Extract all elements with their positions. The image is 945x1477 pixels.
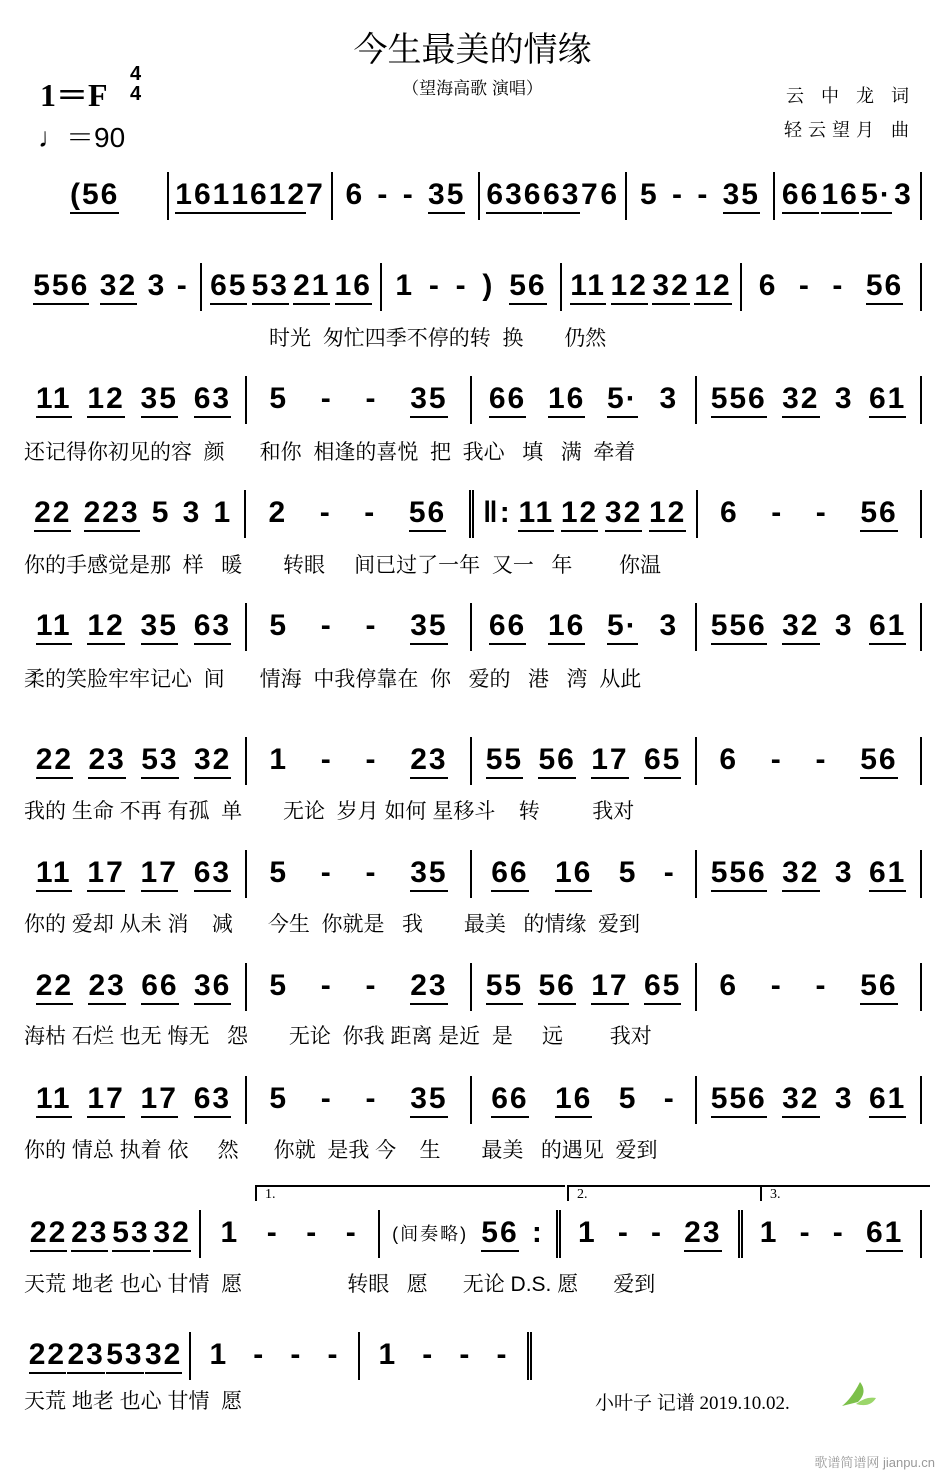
note-group: 32 — [782, 856, 819, 892]
note-group: - — [320, 1082, 333, 1115]
notation-row — [22, 172, 922, 220]
note-group: ) — [482, 269, 495, 302]
note-group: 23 — [410, 743, 447, 779]
note-group: 1 — [269, 743, 289, 776]
note-group: 5 — [640, 178, 659, 211]
lyrics-line: 你的 情总 执着 依 然 你就 是我 今 生 最美 的遇见 爱到 — [24, 1139, 658, 1162]
note-group: - — [345, 1216, 358, 1249]
note-group: 53 — [252, 269, 289, 305]
measure — [22, 737, 247, 785]
note-group: 5· — [607, 382, 638, 418]
note-group: - — [770, 969, 783, 1002]
note-group: - — [365, 969, 378, 1002]
note-group: 36 — [194, 969, 231, 1005]
note-group: 3 — [659, 609, 679, 642]
volta-2: 2. — [567, 1185, 762, 1201]
note-group: 56 — [860, 969, 897, 1005]
measure — [382, 263, 562, 311]
measure — [247, 737, 472, 785]
measure — [22, 263, 202, 311]
lyrics-line: 海枯 石烂 也无 悔无 怨 无论 你我 距离 是近 是 远 我对 — [24, 1025, 652, 1048]
note-group: - — [253, 1338, 266, 1371]
measure — [191, 1332, 360, 1380]
note-group: 66 — [489, 609, 526, 645]
note-group: 6 — [719, 743, 739, 776]
note-group: - — [815, 969, 828, 1002]
note-group: 35 — [410, 1082, 447, 1118]
note-group: 6 — [720, 496, 739, 529]
measure — [333, 172, 480, 220]
note-group: 23 — [410, 969, 447, 1005]
note-group: 21 — [293, 269, 330, 305]
note-group: 35 — [410, 856, 447, 892]
note-group: 1 — [220, 1216, 240, 1249]
note-group: 5 — [269, 969, 289, 1002]
note-group: 5· — [607, 609, 638, 645]
note-group: 61 — [866, 1216, 903, 1252]
lyrics-line: 天荒 地老 也心 甘情 愿 — [24, 1390, 243, 1413]
measure — [697, 1076, 922, 1124]
measure — [22, 490, 246, 538]
note-group: 16 — [548, 382, 585, 418]
note-group: 61 — [869, 382, 906, 418]
note-group: 5 — [618, 1082, 638, 1115]
song-title: 今生最美的情缘 — [353, 31, 592, 69]
note-group: 63 — [194, 856, 231, 892]
note-group: 23 — [88, 969, 125, 1005]
note-group: 23 — [88, 743, 125, 779]
measure — [472, 376, 697, 424]
note-group: 56 — [866, 269, 903, 305]
note-group: 35 — [141, 382, 178, 418]
note-group: 32 — [145, 1338, 182, 1374]
notation-row — [22, 376, 922, 424]
note-group: 5 — [269, 1082, 289, 1115]
note-group: - — [496, 1338, 509, 1371]
measure — [169, 172, 333, 220]
note-group: 35 — [723, 178, 760, 214]
lyrics-line: 我的 生命 不再 有孤 单 无论 岁月 如何 星移斗 转 我对 — [24, 800, 635, 823]
time-signature — [130, 64, 141, 104]
note-group: 6 — [719, 969, 739, 1002]
volta-1: 1. — [255, 1185, 565, 1201]
note-group: 17 — [87, 1082, 124, 1118]
note-group: 16 — [821, 178, 858, 214]
note-group: ‖: — [482, 496, 512, 529]
note-group: 7 — [306, 178, 325, 211]
note-group: 56 — [538, 743, 575, 779]
note-group: 53 — [106, 1338, 143, 1374]
note-group: - — [672, 178, 685, 211]
note-group: 35 — [141, 609, 178, 645]
measure — [22, 603, 247, 651]
volta-3: 3. — [760, 1185, 930, 1201]
note-group: 32 — [652, 269, 689, 305]
note-group: 23 — [67, 1338, 104, 1374]
measure — [472, 737, 697, 785]
note-group: - — [402, 178, 415, 211]
notation-row — [22, 490, 922, 538]
note-group: 16 — [548, 609, 585, 645]
notation-row — [22, 737, 922, 785]
note-group: 56 — [509, 269, 546, 305]
measure — [697, 850, 922, 898]
note-group: - — [815, 496, 828, 529]
measure — [22, 376, 247, 424]
measure — [247, 376, 472, 424]
note-group: 65 — [644, 969, 681, 1005]
note-group: 23 — [684, 1216, 721, 1252]
note-group: 63 — [194, 1082, 231, 1118]
measure — [247, 850, 472, 898]
note-group: - — [832, 269, 845, 302]
note-group: 61 — [869, 856, 906, 892]
lyrics-line: 天荒 地老 也心 甘情 愿 转眼 愿 无论 D.S. 愿 爱到 — [24, 1273, 656, 1296]
note-group: 56 — [409, 496, 446, 532]
note-group: 5 — [269, 609, 289, 642]
note-group: 66 — [491, 856, 528, 892]
note-group: - — [320, 382, 333, 415]
note-group: - — [365, 1082, 378, 1115]
note-group: - — [799, 1216, 812, 1249]
measure — [561, 1210, 743, 1258]
note-group: 556 — [711, 382, 767, 418]
note-group: 3 — [834, 1082, 854, 1115]
note-group: 35 — [410, 609, 447, 645]
note-group: 22 — [34, 496, 71, 532]
note-group: 63 — [543, 178, 580, 214]
measure — [247, 963, 472, 1011]
note-group: 11 — [36, 856, 72, 892]
note-group: 2 — [268, 496, 288, 529]
tempo-marking: ♩＝90 — [38, 122, 126, 153]
measure — [697, 603, 922, 651]
measure — [472, 1076, 697, 1124]
note-group: - — [320, 856, 333, 889]
note-group: 56 — [860, 743, 897, 779]
measure — [474, 490, 698, 538]
note-group: 5· — [861, 178, 892, 214]
note-group: 56 — [481, 1216, 518, 1252]
time-signature-bottom: 4 — [130, 83, 142, 105]
note-group: - — [832, 1216, 845, 1249]
note-group: - — [320, 969, 333, 1002]
note-group: 53 — [112, 1216, 149, 1252]
note-group: 66 — [489, 382, 526, 418]
measure — [697, 737, 922, 785]
note-group: - — [771, 496, 784, 529]
note-group: 12 — [649, 496, 686, 532]
measure — [697, 376, 922, 424]
measure — [743, 1210, 922, 1258]
measure — [698, 490, 922, 538]
measure — [201, 1210, 380, 1258]
note-group: - — [320, 743, 333, 776]
note-group: 22 — [30, 1216, 67, 1252]
note-group: 1 — [759, 1216, 779, 1249]
note-group: 5 — [269, 856, 289, 889]
note-group: 3 — [834, 856, 854, 889]
note-group: 12 — [694, 269, 731, 305]
note-group: 35 — [410, 382, 447, 418]
key-signature: 1＝F — [40, 77, 108, 113]
note-group: (56 — [70, 178, 119, 214]
measure — [247, 603, 472, 651]
note-group: 11 — [570, 269, 606, 305]
note-group: 56 — [860, 496, 897, 532]
note-group: - — [651, 1216, 663, 1249]
note-group: - — [770, 743, 783, 776]
note-group: - — [365, 743, 378, 776]
note-group: 556 — [33, 269, 89, 305]
transcriber-credit: 小叶子 记谱 2019.10.02. — [595, 1393, 790, 1414]
measure — [22, 1076, 247, 1124]
note-group: 16 — [231, 178, 268, 214]
notation-row — [22, 603, 922, 651]
note-group: - — [815, 743, 828, 776]
note-group: - — [428, 269, 441, 302]
note-group: 23 — [71, 1216, 108, 1252]
note-group: 32 — [605, 496, 642, 532]
note-group: - — [377, 178, 390, 211]
note-group: - — [319, 496, 332, 529]
lyrics-line: 时光 匆忙四季不停的转 换 仍然 — [24, 327, 607, 350]
note-group: - — [365, 609, 378, 642]
note-group: 7 — [581, 178, 600, 211]
note-group: 1 — [209, 1338, 229, 1371]
note-group: 1 — [213, 496, 233, 529]
measure — [247, 1076, 472, 1124]
note-group: 11 — [36, 609, 72, 645]
measure — [627, 172, 774, 220]
note-group: 3 — [659, 382, 679, 415]
note-group: 6 — [600, 178, 620, 211]
note-group: 32 — [100, 269, 137, 305]
note-group: 1 — [395, 269, 415, 302]
measure — [472, 963, 697, 1011]
note-group: 17 — [591, 969, 628, 1005]
note-group: 3 — [147, 269, 167, 302]
note-group: 556 — [711, 609, 767, 645]
note-group: 16 — [335, 269, 372, 305]
note-group: 3 — [182, 496, 202, 529]
note-group: - — [176, 269, 189, 302]
lyrics-line: 还记得你初见的容 颜 和你 相逢的喜悦 把 我心 填 满 牵着 — [24, 441, 636, 464]
notation-row — [22, 1210, 922, 1258]
note-group: 556 — [711, 1082, 767, 1118]
note-group: 65 — [210, 269, 247, 305]
note-group: - — [798, 269, 811, 302]
note-group: 11 — [36, 1082, 72, 1118]
measure — [202, 263, 382, 311]
note-group: 12 — [87, 382, 124, 418]
notation-row — [22, 1076, 922, 1124]
lyrics-line: 你的 爱却 从未 消 减 今生 你就是 我 最美 的情缘 爱到 — [24, 913, 641, 936]
note-group: 6 — [345, 178, 365, 211]
note-group: - — [266, 1216, 279, 1249]
lyrics-line: 你的手感觉是那 样 暖 转眼 间已过了一年 又一 年 你温 — [24, 554, 662, 577]
measure — [697, 963, 922, 1011]
note-group: - — [663, 1082, 676, 1115]
notation-row — [22, 850, 922, 898]
watermark: 歌谱简谱网 jianpu.cn — [814, 1455, 935, 1470]
lyricist-credit: 云 中 龙 词 — [785, 86, 915, 106]
note-group: 12 — [87, 609, 124, 645]
note-group: 161 — [175, 178, 231, 214]
note-group: 11 — [36, 382, 72, 418]
measure — [360, 1332, 532, 1380]
composer-credit: 轻云望月 曲 — [783, 120, 915, 140]
note-group: 61 — [869, 609, 906, 645]
notation-row — [22, 263, 922, 311]
note-group: 22 — [36, 743, 73, 779]
note-group: 17 — [141, 856, 178, 892]
measure — [246, 490, 473, 538]
note-group: 56 — [538, 969, 575, 1005]
notation-row — [22, 963, 922, 1011]
note-group: - — [459, 1338, 472, 1371]
note-group: - — [365, 856, 378, 889]
note-group: 63 — [194, 609, 231, 645]
note-group: 1 — [577, 1216, 597, 1249]
note-group: 32 — [782, 1082, 819, 1118]
note-group: 5 — [618, 856, 638, 889]
leaf-icon — [838, 1376, 878, 1408]
measure — [562, 263, 742, 311]
note-group: 556 — [711, 856, 767, 892]
note-group: - — [290, 1338, 303, 1371]
note-group: 32 — [153, 1216, 190, 1252]
note-group: - — [365, 382, 378, 415]
note-group: 1 — [378, 1338, 398, 1371]
note-group: - — [364, 496, 377, 529]
note-group: 12 — [611, 269, 648, 305]
lyrics-line: 柔的笑脸牢牢记心 间 情海 中我停靠在 你 爱的 港 湾 从此 — [24, 668, 642, 691]
note-group: : — [531, 1216, 544, 1249]
note-group: 12 — [561, 496, 598, 532]
note-group: 65 — [644, 743, 681, 779]
note-group: 53 — [141, 743, 178, 779]
note-group: 22 — [36, 969, 73, 1005]
measure — [22, 172, 169, 220]
note-group: 66 — [782, 178, 819, 214]
measure — [472, 603, 697, 651]
note-group: 32 — [782, 382, 819, 418]
note-group: 66 — [141, 969, 178, 1005]
measure — [22, 850, 247, 898]
note-group: 636 — [486, 178, 542, 214]
time-signature-top: 4 — [130, 63, 142, 85]
note-group: - — [320, 609, 333, 642]
note-group: 3 — [834, 382, 854, 415]
measure — [22, 1210, 201, 1258]
note-group: 17 — [141, 1082, 178, 1118]
note-group: 66 — [491, 1082, 528, 1118]
note-group: 55 — [486, 969, 523, 1005]
note-group: - — [697, 178, 710, 211]
note-group: 55 — [486, 743, 523, 779]
measure — [472, 850, 697, 898]
note-group: 35 — [428, 178, 465, 214]
note-group: 6 — [758, 269, 778, 302]
note-group: - — [663, 856, 676, 889]
note-group: 12 — [269, 178, 306, 214]
note-group: 11 — [518, 496, 554, 532]
note-group: 5 — [151, 496, 171, 529]
note-group: 3 — [834, 609, 854, 642]
measure — [775, 172, 922, 220]
note-group: 61 — [869, 1082, 906, 1118]
note-group: - — [422, 1338, 435, 1371]
note-group: 223 — [84, 496, 140, 532]
note-group: - — [455, 269, 468, 302]
note-group: 3 — [894, 178, 913, 211]
note-group: - — [617, 1216, 630, 1249]
note-group: 16 — [555, 1082, 592, 1118]
measure — [380, 1210, 562, 1258]
note-group: 17 — [87, 856, 124, 892]
measure — [22, 1332, 191, 1380]
note-group: 63 — [194, 382, 231, 418]
measure — [742, 263, 922, 311]
note-group: 5 — [269, 382, 289, 415]
performer-subtitle: （望海高歌 演唱） — [402, 79, 543, 98]
notation-row — [22, 1332, 532, 1380]
note-group: 22 — [29, 1338, 66, 1374]
note-group: - — [327, 1338, 340, 1371]
note-group: 16 — [555, 856, 592, 892]
note-group: (间奏略) — [392, 1224, 469, 1244]
note-group: 17 — [591, 743, 628, 779]
measure — [22, 963, 247, 1011]
note-group: 32 — [782, 609, 819, 645]
note-group: - — [306, 1216, 319, 1249]
measure — [480, 172, 627, 220]
note-group: 32 — [194, 743, 231, 779]
